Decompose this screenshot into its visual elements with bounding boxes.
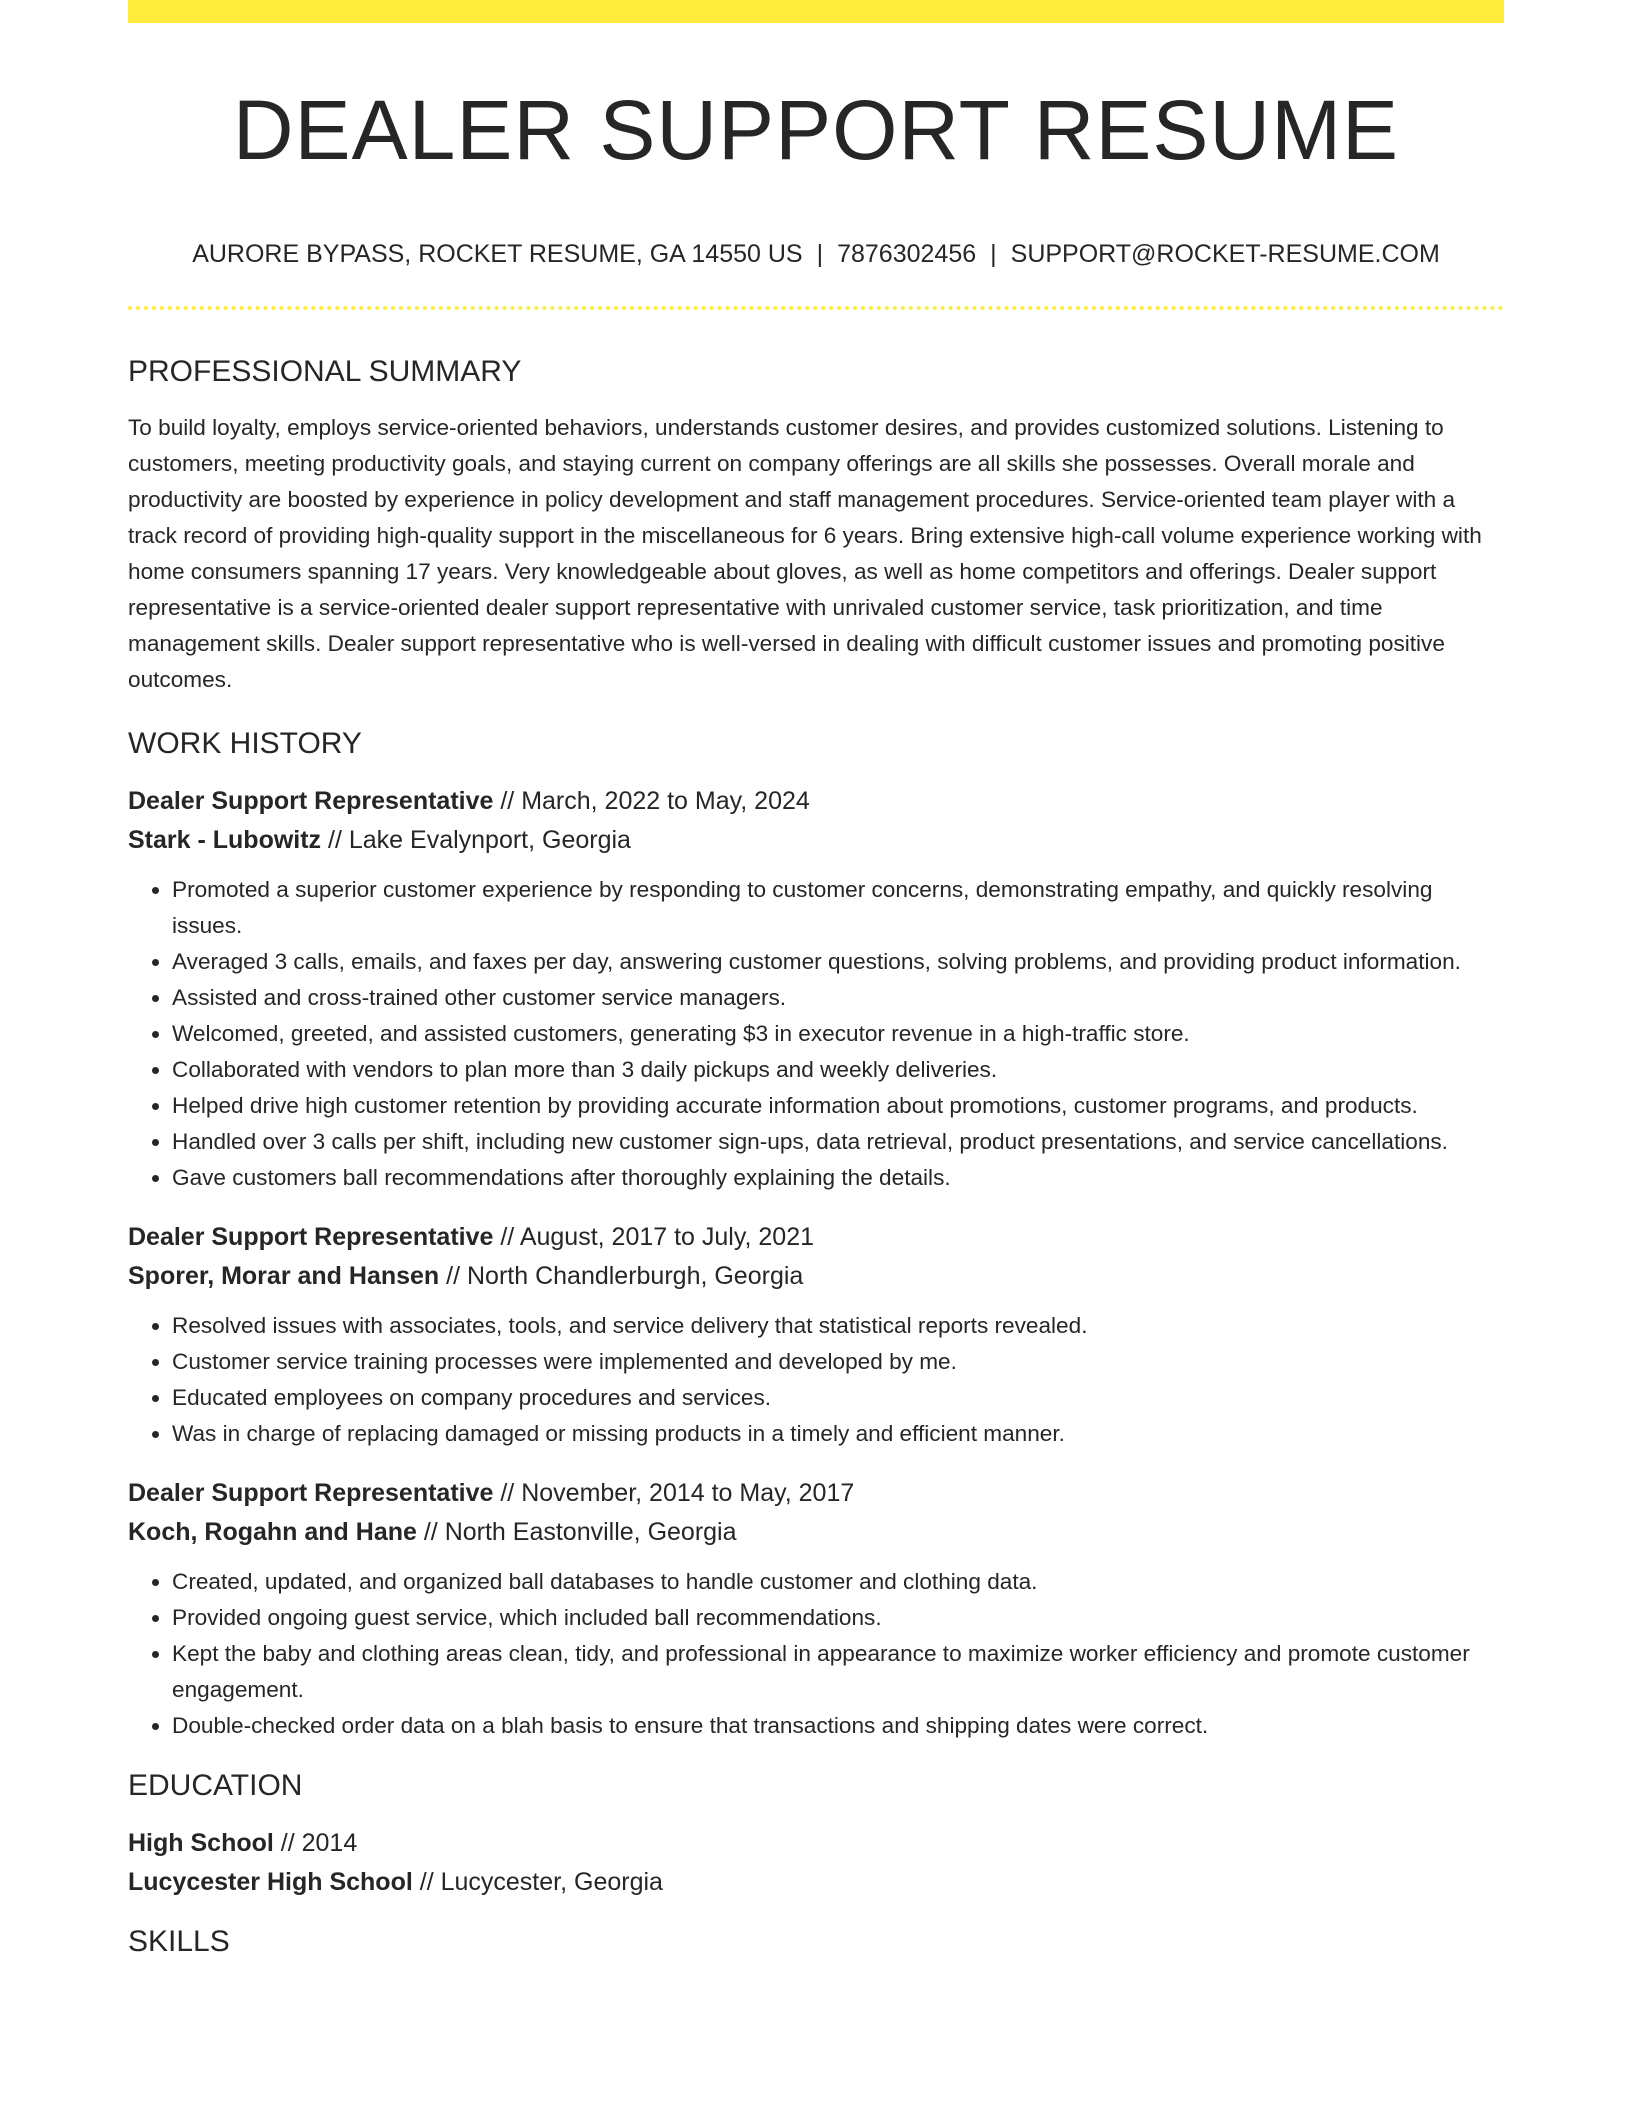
job-bullet-item: • Double-checked order data on a blah basis to ensure that transactions and shipping dates were correct.: [172, 1708, 1504, 1744]
delimiter: //: [439, 1262, 467, 1290]
contact-email: SUPPORT@ROCKET-RESUME.COM: [1010, 240, 1440, 268]
job-company-line: [128, 1513, 1504, 1552]
job-entry: [128, 1218, 1504, 1452]
dotted-divider: [128, 306, 1504, 310]
job-bullet-item: • Resolved issues with associates, tools, and service delivery that statistical reports revealed.: [172, 1308, 1504, 1344]
education-year: 2014: [301, 1829, 358, 1857]
job-title: Dealer Support Representative: [128, 787, 494, 815]
job-bullet-item: • Collaborated with vendors to plan more than 3 daily pickups and weekly deliveries.: [172, 1052, 1504, 1088]
job-company-line: [128, 821, 1504, 860]
education-school: Lucycester High School: [128, 1868, 413, 1896]
top-accent-bar: [128, 0, 1504, 23]
education-entry: [128, 1824, 1504, 1902]
job-company: Stark - Lubowitz: [128, 826, 322, 854]
job-dates: August, 2017 to July, 2021: [519, 1223, 815, 1251]
job-title-line: [128, 1474, 1504, 1513]
job-location: Lake Evalynport, Georgia: [348, 826, 631, 854]
job-entry: [128, 1474, 1504, 1744]
delimiter: //: [493, 1223, 520, 1251]
job-dates: March, 2022 to May, 2024: [521, 787, 810, 815]
job-bullet-item: • Provided ongoing guest service, which included ball recommendations.: [172, 1600, 1504, 1636]
job-bullet-item: • Created, updated, and organized ball databases to handle customer and clothing data.: [172, 1564, 1504, 1600]
contact-line: [128, 236, 1504, 272]
education-heading: EDUCATION: [128, 1769, 303, 1802]
job-bullet-item: • Was in charge of replacing damaged or missing products in a timely and efficient manner.: [172, 1416, 1504, 1452]
summary-heading: PROFESSIONAL SUMMARY: [128, 355, 522, 388]
job-title: Dealer Support Representative: [128, 1223, 494, 1251]
job-location: North Chandlerburgh, Georgia: [467, 1262, 804, 1290]
job-bullets: [128, 872, 1504, 1196]
job-bullet-item: • Welcomed, greeted, and assisted customers, generating $3 in executor revenue in a high-traffic store.: [172, 1016, 1504, 1052]
delimiter: //: [273, 1829, 302, 1857]
contact-separator: |: [990, 240, 997, 268]
work-history-list: [128, 782, 1504, 1744]
job-bullet-item: • Gave customers ball recommendations after thoroughly explaining the details.: [172, 1160, 1504, 1196]
delimiter: //: [416, 1518, 445, 1546]
job-bullet-item: • Kept the baby and clothing areas clean, tidy, and professional in appearance to maximize worker efficiency and promote customer engagement.: [172, 1636, 1504, 1708]
education-school-line: [128, 1863, 1504, 1902]
job-bullet-item: • Educated employees on company procedures and services.: [172, 1380, 1504, 1416]
job-bullet-item: • Handled over 3 calls per shift, including new customer sign-ups, data retrieval, product presentations, and service cancellations.: [172, 1124, 1504, 1160]
summary-text: To build loyalty, employs service-oriented behaviors, understands customer desires, and provides customized solutions. Listening to customers, meeting productivity goals, and staying current on company offerings are all skills she possesses. Overall morale and productivity are boosted by experience in policy development and staff management procedures. Service-oriented team player with a track record of providing high-quality support in the miscellaneous for 6 years. Bring extensive high-call volume experience working with home consumers spanning 17 years. Very knowledgeable about gloves, as well as home competitors and offerings. Dealer support representative is a service-oriented dealer support representative with unrivaled customer service, task prioritization, and time management skills. Dealer support representative who is well-versed in dealing with difficult customer issues and promoting positive outcomes.: [128, 415, 1482, 692]
skills-heading: SKILLS: [128, 1925, 230, 1958]
delimiter: //: [493, 787, 522, 815]
contact-address: AURORE BYPASS, ROCKET RESUME, GA 14550 US: [192, 240, 803, 268]
job-title: Dealer Support Representative: [128, 1479, 494, 1507]
job-bullet-item: • Customer service training processes were implemented and developed by me.: [172, 1344, 1504, 1380]
job-bullet-item: • Averaged 3 calls, emails, and faxes per day, answering customer questions, solving problems, and providing product information.: [172, 944, 1504, 980]
delimiter: //: [412, 1868, 441, 1896]
contact-separator: |: [816, 240, 824, 268]
job-dates: November, 2014 to May, 2017: [521, 1479, 855, 1507]
job-location: North Eastonville, Georgia: [444, 1518, 737, 1546]
job-title-line: [128, 1218, 1504, 1257]
education-location: Lucycester, Georgia: [440, 1868, 663, 1896]
job-bullet-item: • Helped drive high customer retention by providing accurate information about promotions, customer programs, and products.: [172, 1088, 1504, 1124]
resume-content: [128, 352, 1504, 1980]
work-history-heading: WORK HISTORY: [128, 727, 362, 760]
job-title-line: [128, 782, 1504, 821]
job-company-line: [128, 1257, 1504, 1296]
delimiter: //: [321, 826, 349, 854]
job-company: Sporer, Morar and Hansen: [128, 1262, 440, 1290]
page-title: DEALER SUPPORT RESUME: [232, 83, 1400, 177]
education-degree-line: [128, 1824, 1504, 1863]
job-entry: [128, 782, 1504, 1196]
job-bullets: [128, 1308, 1504, 1452]
delimiter: //: [493, 1479, 522, 1507]
contact-phone: 7876302456: [837, 240, 977, 268]
job-company: Koch, Rogahn and Hane: [128, 1518, 417, 1546]
job-bullets: [128, 1564, 1504, 1744]
job-bullet-item: • Assisted and cross-trained other customer service managers.: [172, 980, 1504, 1016]
education-degree: High School: [128, 1829, 274, 1857]
job-bullet-item: • Promoted a superior customer experience by responding to customer concerns, demonstrating empathy, and quickly resolving issues.: [172, 872, 1504, 944]
